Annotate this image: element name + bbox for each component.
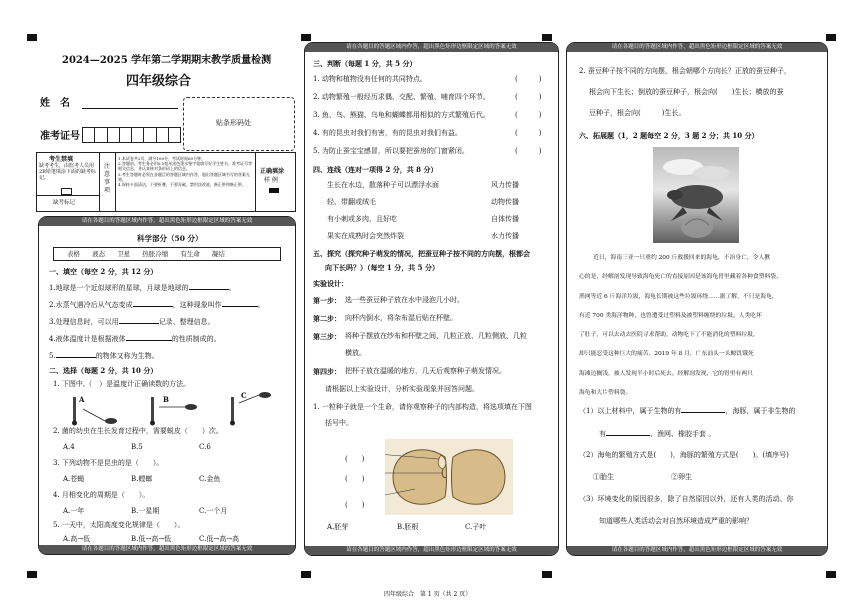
match-left[interactable]: 有小刺或多肉，且好吃 xyxy=(327,215,397,223)
registration-mark xyxy=(301,571,311,578)
caution-title: 注意事项 xyxy=(104,163,111,194)
area-notice-top: 请在各题目的答题区域内作答，超出黑色矩形边框限定区域的答案无效 xyxy=(39,217,295,226)
word-bank-item: 液态 xyxy=(92,250,106,258)
barcode-label: 贴条形码处 xyxy=(216,119,251,127)
answer-blank[interactable] xyxy=(189,282,229,290)
area-notice-bottom: 请在各题目的答题区域内作答，超出黑色矩形边框限定区域的答案无效 xyxy=(39,545,295,554)
step-label: 第四步： xyxy=(313,367,341,376)
part2-title: 二、选择（每题 2 分，共 10 分） xyxy=(49,366,158,375)
choice-q4-opt[interactable]: A.一年 xyxy=(63,507,85,515)
notice-title: 考生禁填 xyxy=(49,156,74,163)
notice-body: 缺考考生，由监考人员用2B铅笔填涂下面的缺考标记。 xyxy=(39,163,96,181)
thermo-label-a: A xyxy=(79,395,85,404)
judge-item: 5. 为防止蚕宝宝感冒，所以要把蚕房的门窗紧闭。 xyxy=(313,147,469,155)
page-footer: 四年级综合 第 1 页（共 2 页） xyxy=(384,591,472,598)
part3-title: 三、判断（每题 1 分，共 5 分） xyxy=(313,59,417,68)
choice-q2: 2. 菌的幼虫在生长发育过程中，需要蜕皮（ ）次。 xyxy=(53,427,223,435)
area-notice-bottom: 请在各题目的答题区域内作答，超出黑色矩形边框限定区域的答案无效 xyxy=(305,546,558,555)
ext-q2-opt: ①胎生 xyxy=(593,473,614,481)
word-bank-item: 有生命 xyxy=(180,250,200,258)
experiment-note: 请根据以上实验设计，分析实验现象并回答问题。 xyxy=(325,385,479,393)
part4-title: 四、连线（连对一项得 2 分，共 8 分） xyxy=(313,165,438,174)
fill-q1: 1.地球是一个近似球形的星球，月球是地球的 。 xyxy=(49,284,236,292)
step-text: 向杯内倒水，将杂布湿后贴在杯壁。 xyxy=(345,314,457,322)
design-label: 实验设计： xyxy=(313,279,348,288)
choice-q4-opt[interactable]: B.一星期 xyxy=(131,507,160,515)
judge-item: 1. 动物和植物没有任何的共同特点。 xyxy=(313,75,427,83)
id-label: 准考证号 xyxy=(40,131,80,142)
registration-mark xyxy=(826,571,836,578)
choice-q2-opt[interactable]: C.6 xyxy=(199,443,211,451)
fill-sample-sub: 样 例 xyxy=(264,177,278,184)
word-bank-item: 热胀冷缩 xyxy=(142,250,169,258)
name-field[interactable] xyxy=(82,108,178,109)
fill-q5: 5. 的物体又称为生物。 xyxy=(49,352,159,360)
answer-blank[interactable] xyxy=(119,316,159,324)
choice-q4-opt[interactable]: C.一个月 xyxy=(199,507,228,515)
choice-q3-opt[interactable]: B.螳螂 xyxy=(131,475,153,483)
match-right[interactable]: 自体传播 xyxy=(491,215,519,223)
match-left[interactable]: 果实在成熟时会突然炸裂 xyxy=(327,232,404,240)
caution-lines: 1.本试卷共2页，满分100分，考试时间60分钟。 2.答题前，考生务必用0.5毫米黑色墨水签字笔填写好学生姓名、准考证号等相关信息，并认真核对条形码上的信息。 3.考生答题时必须在各题目的答题区域内作答，超出答题区域书写的答案无效。 4.保持卡面清洁，不要折叠，不要弄破，禁用涂改液、修正带和修正带。 xyxy=(118,156,253,188)
judge-paren[interactable]: ( ) xyxy=(515,111,542,119)
sea-turtle-photo xyxy=(653,147,739,243)
step-label: 第三步： xyxy=(313,332,341,341)
thermometer-c xyxy=(230,392,271,426)
judge-paren[interactable]: ( ) xyxy=(515,75,542,83)
fill-q2: 2.水蒸气遇冷后从气态变成 ，这种现象叫作 。 xyxy=(49,301,265,309)
judge-item: 2. 动物繁殖一般经历求偶、交配、繁殖、哺育四个环节。 xyxy=(313,93,490,101)
answer-blank[interactable] xyxy=(133,299,173,307)
step-text: 把杯子放在温暖的地方，几天后观察种子萌发情况。 xyxy=(345,367,506,375)
seed-label-paren[interactable]: ( ) xyxy=(345,501,365,509)
ext-q2: （2）海龟的繁殖方式是( )，海豚的繁殖方式是( )。(填序号) xyxy=(579,451,789,459)
part1-title: 一、填空（每空 2 分，共 12 分） xyxy=(49,267,158,276)
id-number-boxes[interactable] xyxy=(82,127,181,143)
answer-blank[interactable] xyxy=(222,299,258,307)
ext-q1-cont: 有 、渔网、橡胶手套 。 xyxy=(599,430,716,438)
seed-question: 1. 一粒种子就是一个生命，请你观察种子的内部构造，将选项填在下图 xyxy=(313,403,532,411)
choice-q5: 5. 一天中，太阳高度变化规律是（ ）。 xyxy=(53,521,185,529)
part6-title: 六、拓展题（1，2 题每空 2 分，3 题 2 分；共 10 分） xyxy=(579,131,759,140)
fill-q4: 4.液体温度计是根据液体 的性质制成的。 xyxy=(49,335,221,343)
part5-title-cont: 向下长吗？）（每空 1 分，共 5 分） xyxy=(325,263,439,272)
answer-blank[interactable] xyxy=(126,333,172,341)
judge-item: 4. 有的昆虫对我们有害，有的昆虫对我们有益。 xyxy=(313,129,462,137)
step-text: 选一些蚕豆种子放在水中浸泡几小时。 xyxy=(345,296,464,304)
answer-panel-right xyxy=(566,42,828,556)
choice-q2-opt[interactable]: A.4 xyxy=(63,443,75,451)
judge-paren[interactable]: ( ) xyxy=(515,93,542,101)
area-notice-bottom: 请在各题目的答题区域内作答，超出黑色矩形边框限定区域的答案无效 xyxy=(567,546,827,555)
step-label: 第一步： xyxy=(313,296,341,305)
science-word-bank xyxy=(53,247,281,261)
answer-panel-left xyxy=(38,216,296,555)
seed-option: A.胚芽 xyxy=(327,523,349,531)
word-bank-item: 表格 xyxy=(67,250,80,258)
thermo-label-b: B xyxy=(163,395,169,404)
answer-blank[interactable] xyxy=(56,350,96,358)
science-title: 科学部分（50 分） xyxy=(137,234,203,243)
news-passage: 近日，海南三亚一只重约 200 斤救援回来的海龟，不治身亡，令人揪 心的是，经解剖发现导致海龟死亡的直接原因是该海龟胃里藏着各种食塑料袋、 渔网等近 6 斤海洋垃圾，海龟长期被这些垃圾环绕……据了解，不只是海龟， 有近 700 类海洋物种，也曾遭受过塑料及被塑料缠绕的垃圾。人类吃坏 了肚子，可以去动去医院寻求帮助，动物吃下了不能消化的塑料垃圾， 却只能忍受这种巨大的痛苦。2019 年 8 月，广东汕头一头鲸饥饿死 海滩边搁浅，被人发现半小时后死去。经解剖发现，它的胃里有两只 海龟和大片塑料袋。 xyxy=(579,255,782,397)
area-notice-top: 请在各题目的答题区域内作答，超出黑色矩形边框限定区域的答案无效 xyxy=(567,43,827,52)
choice-q2-opt[interactable]: B.5 xyxy=(131,443,143,451)
registration-mark xyxy=(826,34,836,41)
ext-q2-opt: ②卵生 xyxy=(671,473,692,481)
thermo-label-c: C xyxy=(241,391,247,400)
exam-title: 2024—2025 学年第二学期期末教学质量检测 xyxy=(62,55,272,66)
judge-item: 3. 鱼、鸟、熊猫、乌龟和蝴蝶都用相似的方式繁殖后代。 xyxy=(313,111,490,119)
match-left[interactable]: 轻、带翻或绒毛 xyxy=(327,198,376,206)
choice-q5-opt[interactable]: A.高→低 xyxy=(63,535,91,543)
choice-q5-opt[interactable]: B.低→高→低 xyxy=(131,535,172,543)
notice-table xyxy=(36,152,296,212)
area-notice-top: 请在各题目的答题区域内作答，超出黑色矩形边框限定区域的答案无效 xyxy=(305,43,558,52)
match-right[interactable]: 风力传播 xyxy=(491,181,519,189)
ext-q1: （1）以上材料中，属于生物的有 ，海豚，属于非生物的 xyxy=(579,407,796,415)
answer-blank[interactable] xyxy=(681,405,725,413)
choice-q3-opt[interactable]: C.金鱼 xyxy=(199,475,221,483)
match-right[interactable]: 动物传播 xyxy=(491,198,519,206)
seed-label-paren[interactable]: ( ) xyxy=(345,475,365,483)
registration-mark xyxy=(27,571,37,578)
root-question: 2. 蚕豆种子按不同的方向摆，根会朝哪个方向长？正放的蚕豆种子， xyxy=(579,67,791,75)
absent-label: 缺考标记 xyxy=(53,200,76,206)
fill-q3: 3.处理信息时，可以用 记录、整理信息。 xyxy=(49,318,215,326)
registration-mark xyxy=(301,34,311,41)
choice-q3: 3. 下列动物不是昆虫的是（ ）。 xyxy=(53,459,164,467)
seed-option: B.胚根 xyxy=(397,523,419,531)
choice-q1: 1. 下图中,（ ）是温度计正确读数的方法。 xyxy=(53,380,191,388)
answer-blank[interactable] xyxy=(606,428,650,436)
answer-panel-middle xyxy=(304,42,559,556)
registration-mark xyxy=(542,571,552,578)
seed-diagram xyxy=(385,439,513,515)
seed-label-paren[interactable]: ( ) xyxy=(345,455,365,463)
seed-option: C.子叶 xyxy=(465,523,487,531)
step-text: 将种子摆放在纱布和杯壁之间，几粒正放、几粒侧放、几粒 xyxy=(345,332,527,340)
registration-mark xyxy=(27,34,37,41)
word-bank-item: 卫星 xyxy=(117,250,131,258)
fill-sample-mark xyxy=(269,188,279,193)
exam-subtitle: 四年级综合 xyxy=(126,74,192,89)
choice-q3-opt[interactable]: A.苍蝇 xyxy=(63,475,85,483)
ext-q3-cont: 知道哪些人类活动会对自然环境造成严重的影响？ xyxy=(599,517,753,525)
step-label: 第二步： xyxy=(313,314,341,323)
barcode-area xyxy=(183,97,295,151)
choice-q4: 4. 月相变化的周期是（ ）。 xyxy=(53,491,150,499)
choice-q5-opt[interactable]: C.低→高→高 xyxy=(199,535,240,543)
seed-question-cont: 括号中。 xyxy=(325,419,353,427)
root-question-cont: 豆种子，根会向( )生长。 xyxy=(589,109,686,117)
ext-q3: （3）环境变化的原因很多，除了自然原因以外，还有人类的活动。你 xyxy=(579,495,794,503)
word-bank-item: 凝结 xyxy=(211,250,225,258)
thermometer-b xyxy=(150,397,197,426)
match-left[interactable]: 生长在水边，散落种子可以漂浮水面 xyxy=(327,181,439,189)
step-text: 横放。 xyxy=(345,349,366,357)
registration-mark xyxy=(542,34,552,41)
root-question-cont: 根会向下生长；倒放的蚕豆种子，根会向( )生长；横放的蚕 xyxy=(589,88,784,96)
match-right[interactable]: 水力传播 xyxy=(491,232,519,240)
judge-paren[interactable]: ( ) xyxy=(515,147,542,155)
name-label: 姓 名 xyxy=(40,98,70,109)
judge-paren[interactable]: ( ) xyxy=(515,129,542,137)
absent-checkbox[interactable] xyxy=(61,188,72,195)
fill-sample-title: 正确填涂 xyxy=(260,168,285,175)
part5-title: 五、探究（探究种子萌发的情况，把蚕豆种子按不同的方向摆，根都会 xyxy=(313,249,530,258)
